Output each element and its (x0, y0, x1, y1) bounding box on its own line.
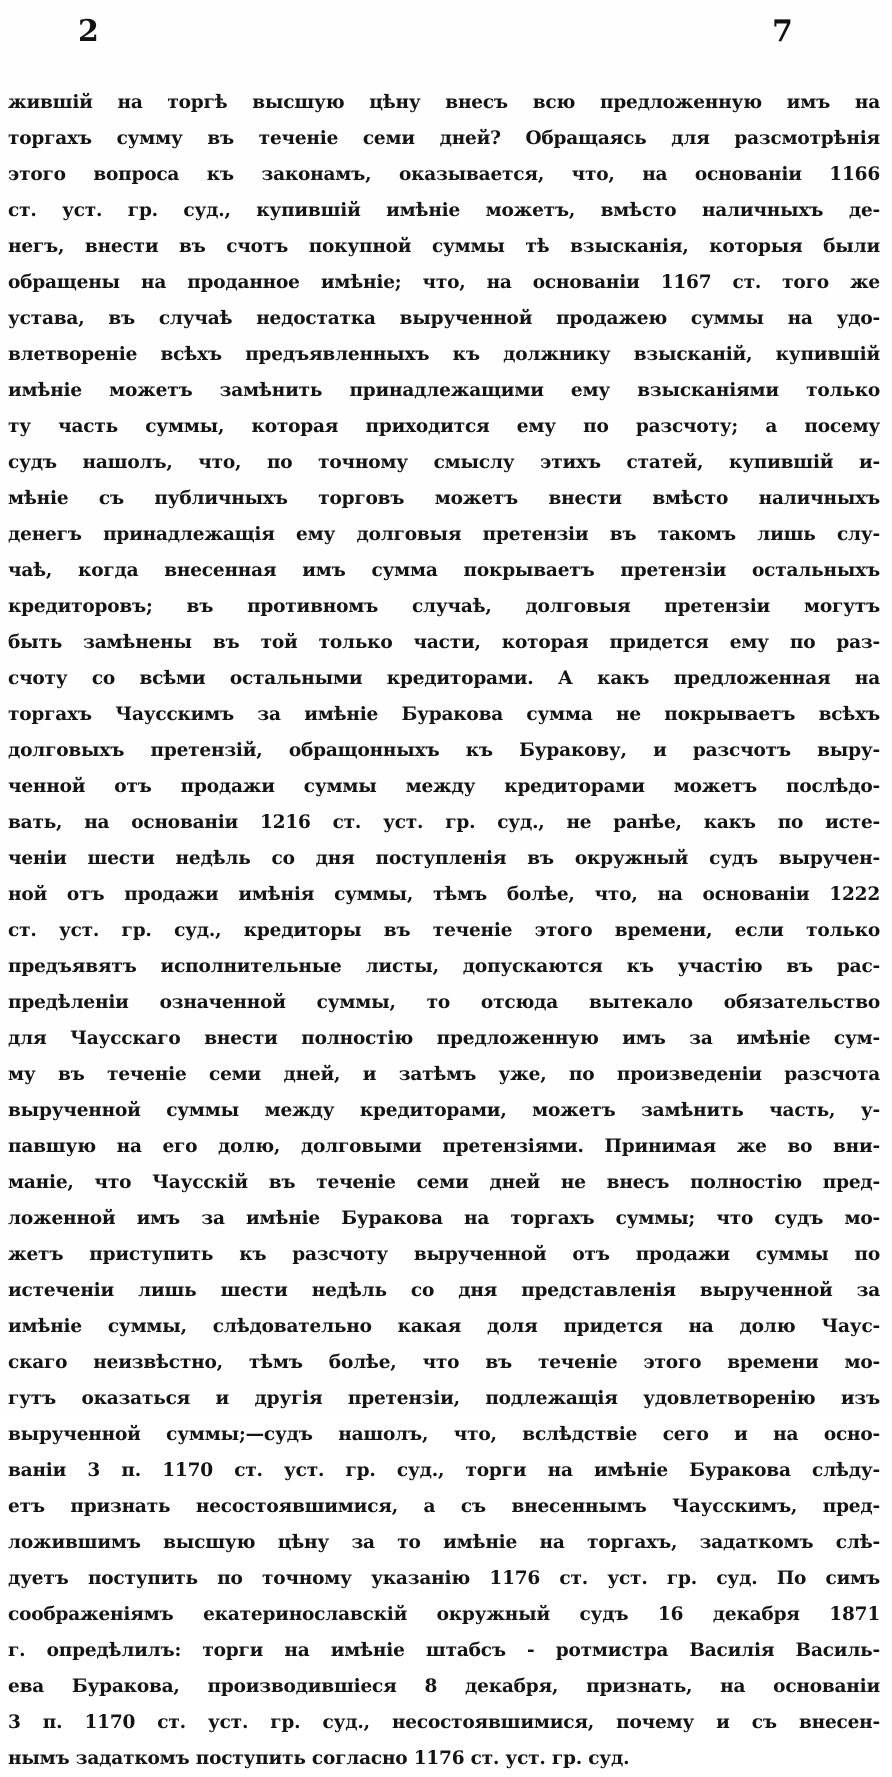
text-line: ложенной имъ за имѣніе Буракова на торгахъ суммы; что судъ мо- (8, 1208, 880, 1229)
text-line: этого вопроса къ законамъ, оказывается, что, на основаніи 1166 (8, 164, 880, 185)
text-line: ченной отъ продажи суммы между кредиторами можетъ послѣдо- (8, 776, 880, 797)
body-text (8, 85, 880, 1777)
text-line: ева Буракова, производившіеся 8 декабря, признать, на основаніи (8, 1676, 880, 1697)
text-line: ложившимъ высшую цѣну за то имѣніе на торгахъ, задаткомъ слѣ- (8, 1532, 880, 1553)
text-line: имѣніе можетъ замѣнить принадлежащими ему взысканіями только (8, 380, 880, 401)
text-line: ной отъ продажи имѣнія суммы, тѣмъ болѣе, что, на основаніи 1222 (8, 884, 880, 905)
text-line: вырученной суммы между кредиторами, можетъ замѣнить часть, у- (8, 1100, 880, 1121)
text-line: кредиторовъ; въ противномъ случаѣ, долговыя претензіи могутъ (8, 596, 880, 617)
text-line: гутъ оказаться и другія претензіи, подлежащія удовлетворенію изъ (8, 1388, 880, 1409)
text-line: предъявятъ исполнительные листы, допускаются къ участію въ рас- (8, 956, 880, 977)
text-line: для Чаусскаго внести полностію предложенную имъ за имѣніе сум- (8, 1028, 880, 1049)
text-line: имѣніе суммы, слѣдовательно какая доля придется на долю Чаус- (8, 1316, 880, 1337)
text-line: чаѣ, когда внесенная имъ сумма покрываетъ претензіи остальныхъ (8, 560, 880, 581)
text-line: етъ признать несостоявшимися, а съ внесеннымъ Чаусскимъ, пред- (8, 1496, 880, 1517)
text-line: жившій на торгѣ высшую цѣну внесъ всю предложенную имъ на (8, 92, 880, 113)
page-number-right: 7 (772, 14, 793, 49)
text-line: денегъ принадлежащія ему долговыя претензіи въ такомъ лишь слу- (8, 524, 880, 545)
text-line: влетвореніе всѣхъ предъявленныхъ къ должнику взысканій, купившій (8, 344, 880, 365)
text-line: му въ теченіе семи дней, и затѣмъ уже, по произведеніи разсчота (8, 1064, 880, 1085)
text-line: 3 п. 1170 ст. уст. гр. суд., несостоявшимися, почему и съ внесен- (8, 1712, 880, 1733)
text-line: дуетъ поступить по точному указанію 1176 ст. уст. гр. суд. По симъ (8, 1568, 880, 1589)
text-line: предѣленіи означенной суммы, то отсюда вытекало обязательство (8, 992, 880, 1013)
text-line: скаго неизвѣстно, тѣмъ болѣе, что въ теченіе этого времени мо- (8, 1352, 880, 1373)
text-line: ст. уст. гр. суд., кредиторы въ теченіе этого времени, если только (8, 920, 880, 941)
text-line: торгахъ сумму въ теченіе семи дней? Обращаясь для разсмотрѣнія (8, 128, 880, 149)
text-line: торгахъ Чаусскимъ за имѣніе Буракова сумма не покрываетъ всѣхъ (8, 704, 880, 725)
text-line: жетъ приступить къ разсчоту вырученной отъ продажи суммы по (8, 1244, 880, 1265)
text-line: быть замѣнены въ той только части, которая придется ему по раз- (8, 632, 880, 653)
text-line: павшую на его долю, долговыми претензіями. Принимая же во вни- (8, 1136, 880, 1157)
text-line: вырученной суммы;—судъ нашолъ, что, вслѣдствіе сего и на осно- (8, 1424, 880, 1445)
text-line: ченіи шести недѣль со дня поступленія въ окружный судъ выручен- (8, 848, 880, 869)
text-line: истеченіи лишь шести недѣль со дня представленія вырученной за (8, 1280, 880, 1301)
text-line: вать, на основаніи 1216 ст. уст. гр. суд., не ранѣе, какъ по исте- (8, 812, 880, 833)
text-line: соображеніямъ екатеринославскій окружный судъ 16 декабря 1871 (8, 1604, 880, 1625)
text-line: долговыхъ претензій, обращонныхъ къ Буракову, и разсчотъ выру- (8, 740, 880, 761)
text-line: мѣніе съ публичныхъ торговъ можетъ внести вмѣсто наличныхъ (8, 488, 880, 509)
text-line: судъ нашолъ, что, по точному смыслу этихъ статей, купившій и- (8, 452, 880, 473)
text-line: ваніи 3 п. 1170 ст. уст. гр. суд., торги на имѣніе Буракова слѣду- (8, 1460, 880, 1481)
text-line: ту часть суммы, которая приходится ему по разсчоту; а посему (8, 416, 880, 437)
text-line: нымъ задаткомъ поступить согласно 1176 ст. уст. гр. суд. (8, 1748, 630, 1769)
text-line: обращены на проданное имѣніе; что, на основаніи 1167 ст. того же (8, 272, 880, 293)
text-line: негъ, внести въ счотъ покупной суммы тѣ взысканія, которыя были (8, 236, 880, 257)
text-line: устава, въ случаѣ недостатка вырученной продажею суммы на удо- (8, 308, 880, 329)
page-number-left: 2 (78, 14, 99, 49)
text-line: счоту со всѣми остальными кредиторами. А какъ предложенная на (8, 668, 880, 689)
text-line: маніе, что Чаусскій въ теченіе семи дней не внесъ полностію пред- (8, 1172, 880, 1193)
text-line: ст. уст. гр. суд., купившій имѣніе можетъ, вмѣсто наличныхъ де- (8, 200, 880, 221)
text-line: г. опредѣлилъ: торги на имѣніе штабсъ - ротмистра Василія Василь- (8, 1640, 880, 1661)
